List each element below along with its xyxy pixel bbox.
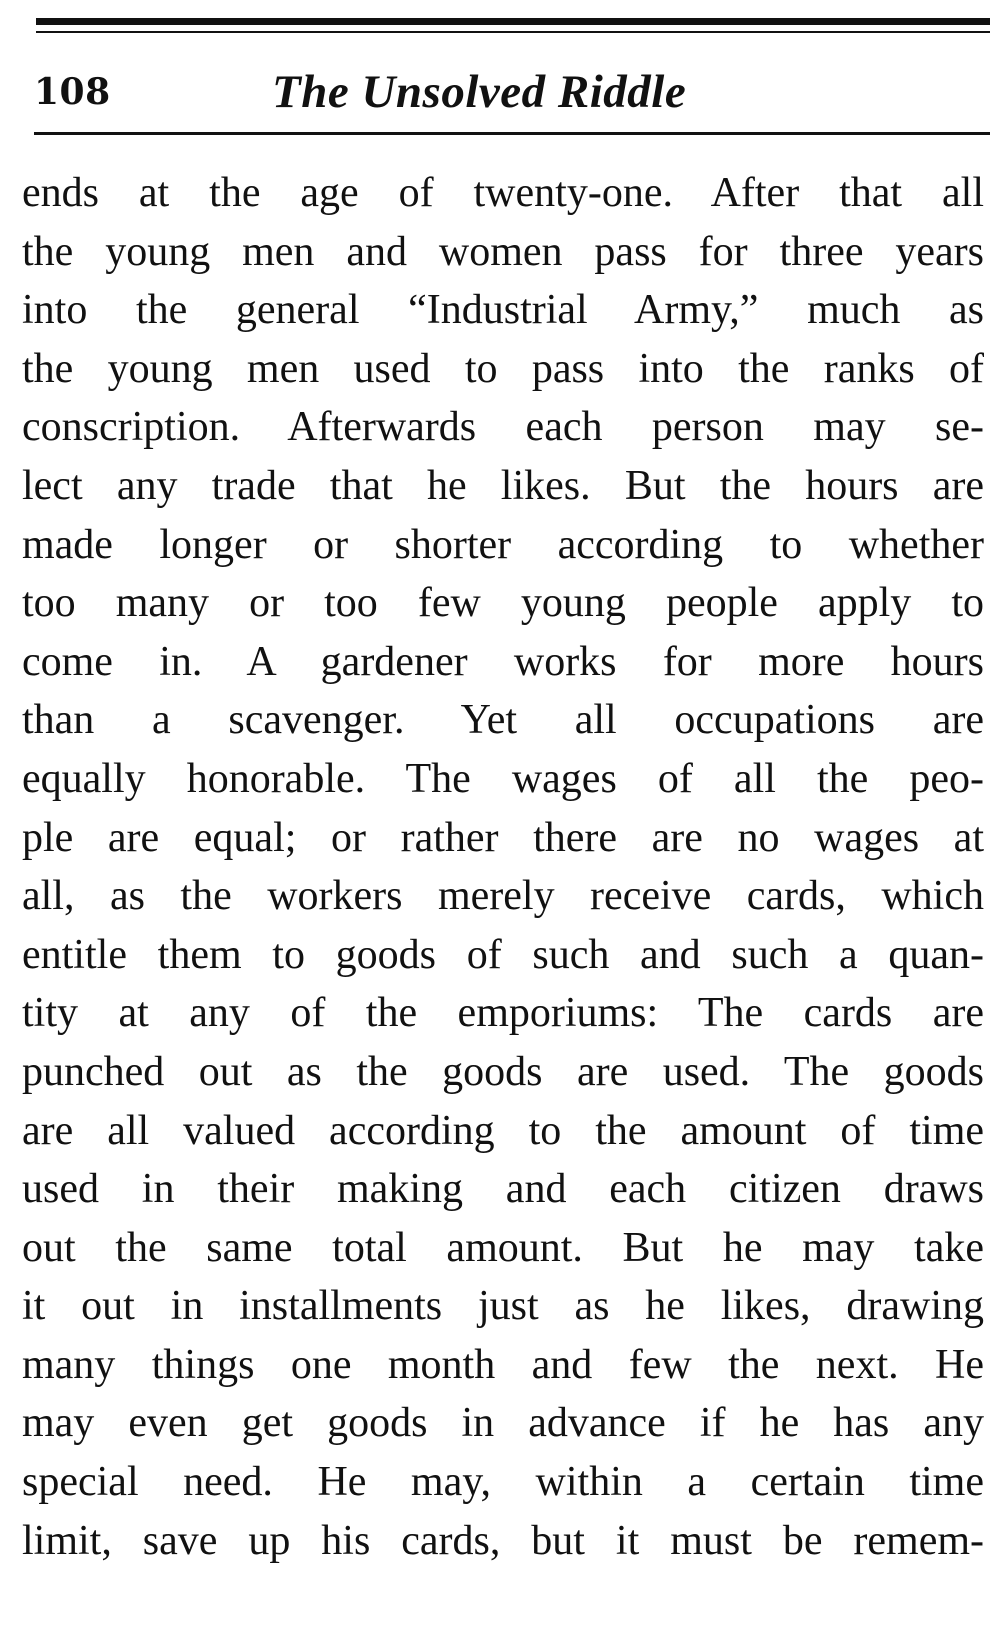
text-line: too many or too few young people apply to <box>22 580 984 627</box>
page-header <box>34 62 990 122</box>
text-line: come in. A gardener works for more hours <box>22 638 984 685</box>
running-title: The Unsolved Riddle <box>272 66 687 118</box>
text-line: entitle them to goods of such and such a quan- <box>22 931 984 978</box>
page-number: 108 <box>34 71 111 113</box>
text-line: may even get goods in advance if he has any <box>22 1400 984 1447</box>
text-line: tity at any of the emporiums: The cards are <box>22 990 984 1037</box>
text-line: punched out as the goods are used. The goods <box>22 1048 984 1095</box>
text-line: many things one month and few the next. He <box>22 1341 984 1388</box>
text-line: ends at the age of twenty-one. After that all <box>22 170 984 216</box>
text-line: made longer or shorter according to whether <box>22 521 984 568</box>
text-line: the young men used to pass into the ranks of <box>22 345 984 392</box>
text-line: equally honorable. The wages of all the peo- <box>22 755 984 802</box>
text-line: conscription. Afterwards each person may se- <box>22 404 984 451</box>
text-line: special need. He may, within a certain time <box>22 1459 984 1506</box>
text-line: than a scavenger. Yet all occupations are <box>22 697 984 744</box>
text-line: it out in installments just as he likes, drawing <box>22 1283 984 1330</box>
text-line: into the general “Industrial Army,” much as <box>22 287 984 334</box>
text-line: the young men and women pass for three years <box>22 228 984 275</box>
text-line: used in their making and each citizen draws <box>22 1166 984 1213</box>
text-line: lect any trade that he likes. But the hours are <box>22 462 984 509</box>
header-rule-bottom <box>34 132 990 135</box>
body-text <box>22 164 984 1570</box>
text-line: out the same total amount. But he may take <box>22 1224 984 1271</box>
text-line: limit, save up his cards, but it must be remem- <box>22 1517 984 1564</box>
text-line: all, as the workers merely receive cards, which <box>22 873 984 920</box>
header-rule-thick <box>36 18 990 25</box>
text-line: ple are equal; or rather there are no wages at <box>22 814 984 861</box>
header-rule-thin <box>36 31 990 33</box>
text-line: are all valued according to the amount of time <box>22 1107 984 1154</box>
